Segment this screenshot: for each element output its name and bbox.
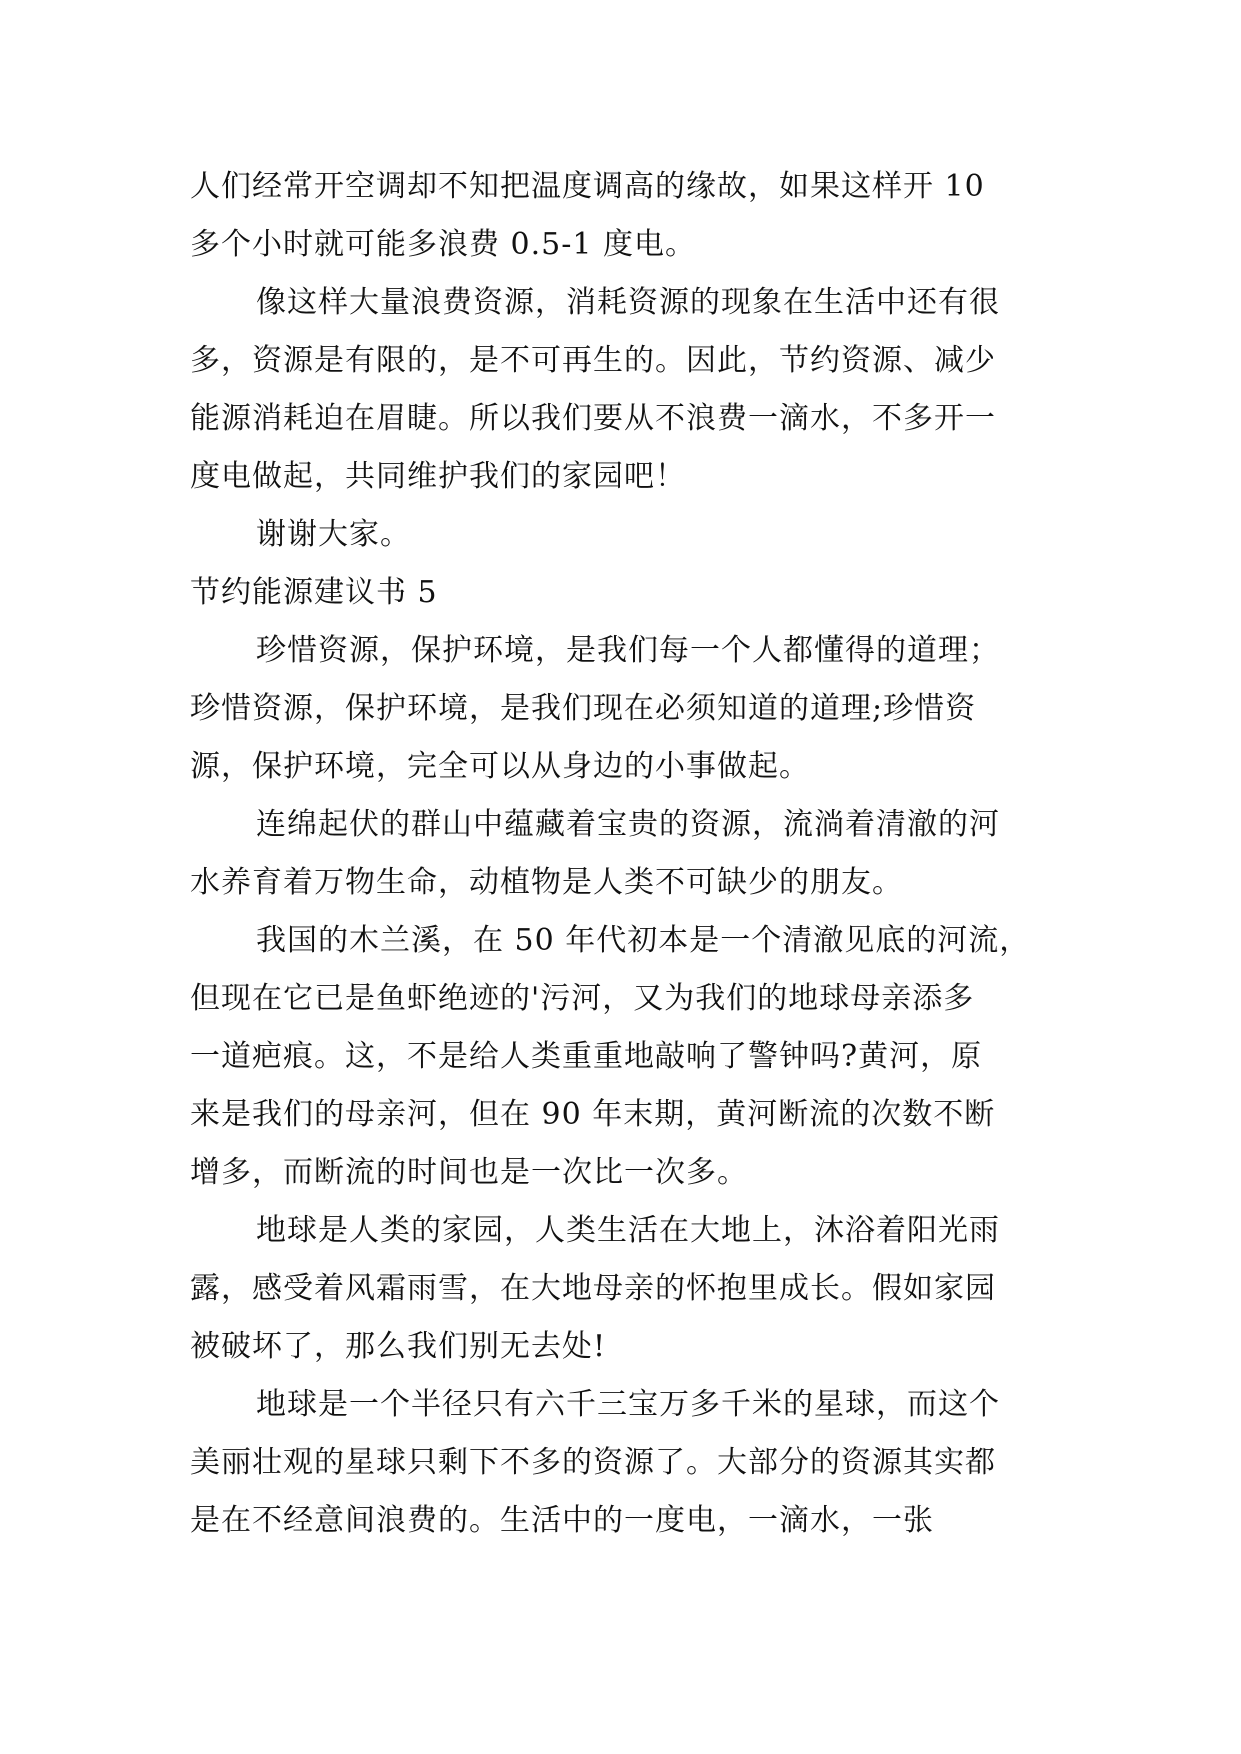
paragraph-first-line: 地球是人类的家园，人类生活在大地上，沐浴着阳光雨 <box>256 1213 1000 1248</box>
text-line: 一道疤痕。这，不是给人类重重地敲响了警钟吗?黄河，原 <box>190 1039 983 1074</box>
text-line: 被破坏了，那么我们别无去处! <box>190 1329 607 1364</box>
text-line: 珍惜资源，保护环境，是我们现在必须知道的道理;珍惜资 <box>190 691 977 726</box>
paragraph-first-line: 像这样大量浪费资源，消耗资源的现象在生活中还有很 <box>256 285 1000 320</box>
text-line: 人们经常开空调却不知把温度调高的缘故，如果这样开 10 <box>190 169 985 204</box>
text-line: 源，保护环境，完全可以从身边的小事做起。 <box>190 749 810 784</box>
text-line: 能源消耗迫在眉睫。所以我们要从不浪费一滴水，不多开一 <box>190 401 996 436</box>
closing-line: 谢谢大家。 <box>256 517 411 552</box>
text-line: 是在不经意间浪费的。生活中的一度电，一滴水，一张 <box>190 1503 934 1538</box>
text-line: 但现在它已是鱼虾绝迹的'污河，又为我们的地球母亲添多 <box>190 981 975 1016</box>
text-line: 多个小时就可能多浪费 0.5-1 度电。 <box>190 227 697 262</box>
text-line: 美丽壮观的星球只剩下不多的资源了。大部分的资源其实都 <box>190 1445 996 1480</box>
paragraph-first-line: 连绵起伏的群山中蕴藏着宝贵的资源，流淌着清澈的河 <box>256 807 1000 842</box>
text-line: 多，资源是有限的，是不可再生的。因此，节约资源、减少 <box>190 343 996 378</box>
paragraph-first-line: 地球是一个半径只有六千三宝万多千米的星球，而这个 <box>256 1387 1000 1422</box>
text-line: 露，感受着风霜雨雪，在大地母亲的怀抱里成长。假如家园 <box>190 1271 996 1306</box>
text-line: 来是我们的母亲河，但在 90 年末期，黄河断流的次数不断 <box>190 1097 996 1132</box>
section-heading: 节约能源建议书 5 <box>190 575 438 610</box>
text-line: 增多，而断流的时间也是一次比一次多。 <box>190 1155 748 1190</box>
text-line: 水养育着万物生命，动植物是人类不可缺少的朋友。 <box>190 865 903 900</box>
paragraph-first-line: 我国的木兰溪，在 50 年代初本是一个清澈见底的河流， <box>256 923 1031 958</box>
text-line: 度电做起，共同维护我们的家园吧！ <box>190 459 686 494</box>
paragraph-first-line: 珍惜资源，保护环境，是我们每一个人都懂得的道理； <box>256 633 1000 668</box>
